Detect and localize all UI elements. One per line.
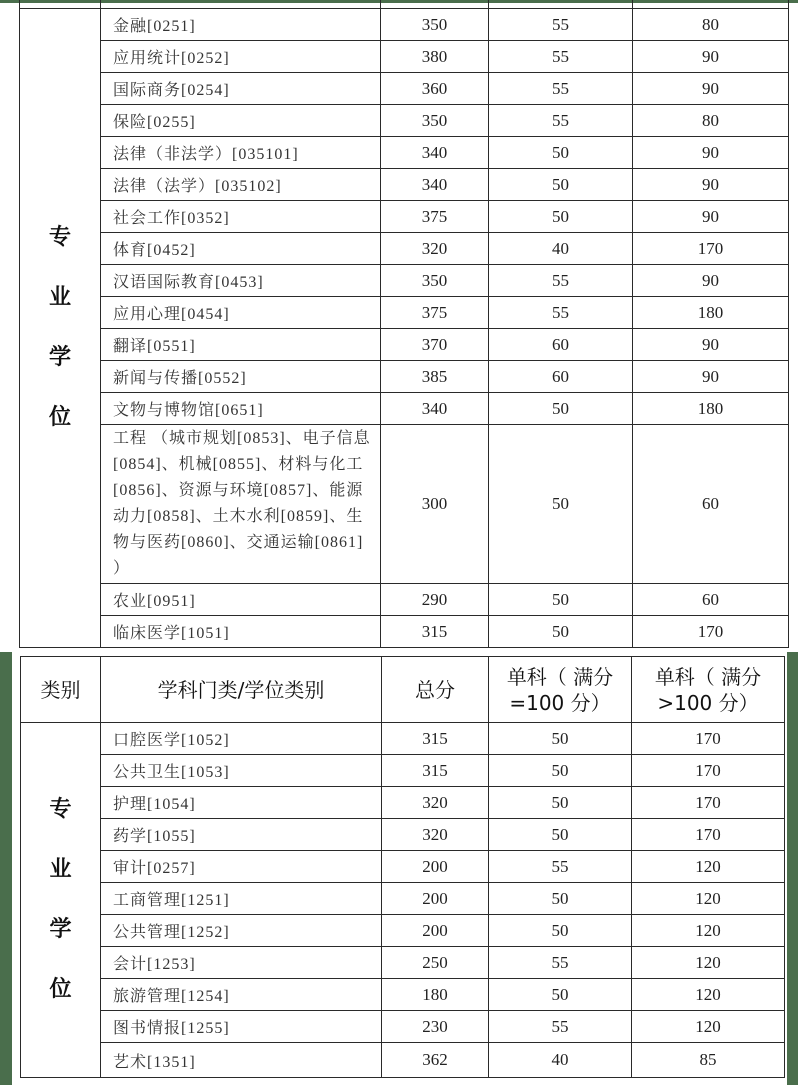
total-score-cell: 340	[381, 137, 489, 169]
single-100-cell: 40	[489, 1043, 632, 1078]
table-row	[20, 329, 789, 361]
single-100-cell: 55	[489, 297, 633, 329]
discipline-cell: 图书情报[1255]	[101, 1011, 382, 1043]
single-gt100-cell: 170	[632, 787, 785, 819]
single-gt100-cell: 80	[633, 9, 789, 41]
category-char: 位	[48, 405, 71, 430]
header-discipline: 学科门类/学位类别	[101, 657, 382, 723]
top-score-table	[19, 0, 789, 648]
discipline-cell: 翻译[0551]	[101, 329, 381, 361]
single-100-cell: 50	[489, 755, 632, 787]
total-score-cell: 385	[381, 361, 489, 393]
single-gt100-cell: 180	[633, 297, 789, 329]
category-char: 位	[49, 977, 72, 1002]
total-score-cell: 375	[381, 201, 489, 233]
single-100-cell: 55	[489, 1011, 632, 1043]
category-char: 业	[48, 285, 71, 310]
single-100-cell: 50	[489, 723, 632, 755]
discipline-cell: 文物与博物馆[0651]	[101, 393, 381, 425]
total-score-cell: 180	[382, 979, 489, 1011]
table-row	[21, 851, 785, 883]
discipline-cell: 工商管理[1251]	[101, 883, 382, 915]
discipline-cell: 新闻与传播[0552]	[101, 361, 381, 393]
single-100-cell: 50	[489, 393, 633, 425]
single-100-cell: 50	[489, 425, 633, 584]
single-100-cell: 50	[489, 584, 633, 616]
discipline-cell: 社会工作[0352]	[101, 201, 381, 233]
discipline-cell: 法律（非法学）[035101]	[101, 137, 381, 169]
table-row	[20, 265, 789, 297]
single-gt100-cell: 80	[633, 105, 789, 137]
total-score-cell: 375	[381, 297, 489, 329]
single-gt100-cell: 85	[632, 1043, 785, 1078]
discipline-cell: 农业[0951]	[101, 584, 381, 616]
single-gt100-cell: 120	[632, 1011, 785, 1043]
single-gt100-cell: 90	[633, 329, 789, 361]
single-gt100-cell: 90	[633, 265, 789, 297]
single-100-cell: 50	[489, 979, 632, 1011]
single-100-cell: 50	[489, 787, 632, 819]
table-row	[20, 297, 789, 329]
total-score-cell: 350	[381, 105, 489, 137]
discipline-cell: 旅游管理[1254]	[101, 979, 382, 1011]
total-score-cell: 300	[381, 425, 489, 584]
single-gt100-cell: 90	[633, 41, 789, 73]
total-score-cell: 250	[382, 947, 489, 979]
discipline-cell: 金融[0251]	[101, 9, 381, 41]
table-row	[21, 883, 785, 915]
discipline-cell: 审计[0257]	[101, 851, 382, 883]
category-char: 学	[49, 917, 72, 942]
discipline-cell: 保险[0255]	[101, 105, 381, 137]
header-category: 类别	[21, 657, 101, 723]
table-row	[20, 169, 789, 201]
discipline-cell: 艺术[1351]	[101, 1043, 382, 1078]
total-score-cell: 200	[382, 915, 489, 947]
single-100-cell: 50	[489, 201, 633, 233]
single-gt100-cell: 170	[633, 616, 789, 648]
single-100-cell: 50	[489, 883, 632, 915]
discipline-cell: 药学[1055]	[101, 819, 382, 851]
discipline-cell: 汉语国际教育[0453]	[101, 265, 381, 297]
table-row	[20, 393, 789, 425]
discipline-cell: 国际商务[0254]	[101, 73, 381, 105]
single-gt100-cell: 90	[633, 201, 789, 233]
total-score-cell: 200	[382, 883, 489, 915]
single-100-cell: 40	[489, 233, 633, 265]
discipline-cell: 会计[1253]	[101, 947, 382, 979]
single-gt100-cell: 90	[633, 137, 789, 169]
table-row	[21, 947, 785, 979]
bottom-score-table	[20, 656, 785, 1078]
discipline-cell: 公共卫生[1053]	[101, 755, 382, 787]
total-score-cell: 360	[381, 73, 489, 105]
total-score-cell: 340	[381, 169, 489, 201]
single-gt100-cell: 120	[632, 947, 785, 979]
single-100-cell: 60	[489, 329, 633, 361]
single-gt100-cell: 90	[633, 73, 789, 105]
table-row	[21, 755, 785, 787]
total-score-cell: 315	[382, 755, 489, 787]
total-score-cell: 320	[382, 787, 489, 819]
total-score-cell: 350	[381, 265, 489, 297]
table-row	[21, 915, 785, 947]
single-100-cell: 60	[489, 361, 633, 393]
category-cell	[20, 9, 101, 648]
single-100-cell: 55	[489, 105, 633, 137]
discipline-cell: 体育[0452]	[101, 233, 381, 265]
category-char: 专	[49, 797, 72, 822]
table-row	[21, 787, 785, 819]
single-gt100-cell: 120	[632, 979, 785, 1011]
table-row	[20, 9, 789, 41]
total-score-cell: 290	[381, 584, 489, 616]
table-row	[21, 723, 785, 755]
discipline-cell: 临床医学[1051]	[101, 616, 381, 648]
header-total: 总分	[382, 657, 489, 723]
table-row-partial	[20, 0, 789, 9]
header-single-gt100: 单科（ 满分>100 分）	[632, 657, 785, 723]
table-row	[20, 361, 789, 393]
single-gt100-cell: 60	[633, 425, 789, 584]
table-row	[20, 137, 789, 169]
discipline-cell: 应用心理[0454]	[101, 297, 381, 329]
table-row	[21, 1043, 785, 1078]
table-row	[20, 616, 789, 648]
single-100-cell: 50	[489, 169, 633, 201]
table-row	[20, 41, 789, 73]
single-gt100-cell: 90	[633, 361, 789, 393]
frame-left-green	[0, 652, 12, 1085]
header-row	[21, 657, 785, 723]
single-gt100-cell: 170	[632, 819, 785, 851]
discipline-cell: 应用统计[0252]	[101, 41, 381, 73]
discipline-cell: 口腔医学[1052]	[101, 723, 382, 755]
table-row	[20, 73, 789, 105]
category-char: 业	[49, 857, 72, 882]
table-row	[20, 105, 789, 137]
table-row	[21, 1011, 785, 1043]
header-single-100: 单科（ 满分=100 分）	[489, 657, 632, 723]
discipline-cell: 法律（法学）[035102]	[101, 169, 381, 201]
table-row	[20, 425, 789, 584]
total-score-cell: 230	[382, 1011, 489, 1043]
category-cell	[21, 723, 101, 1078]
category-char: 专	[48, 225, 71, 250]
single-gt100-cell: 120	[632, 915, 785, 947]
total-score-cell: 370	[381, 329, 489, 361]
single-100-cell: 55	[489, 73, 633, 105]
single-gt100-cell: 170	[633, 233, 789, 265]
table-row	[21, 979, 785, 1011]
total-score-cell: 315	[381, 616, 489, 648]
single-100-cell: 55	[489, 947, 632, 979]
table-row	[21, 819, 785, 851]
category-char: 学	[48, 345, 71, 370]
single-100-cell: 50	[489, 819, 632, 851]
single-gt100-cell: 90	[633, 169, 789, 201]
single-100-cell: 50	[489, 616, 633, 648]
discipline-cell: 工程 （城市规划[0853]、电子信息[0854]、机械[0855]、材料与化工[0856]、资源与环境[0857]、能源动力[0858]、土木水利[0859]、生物与医药[0860]、交通运输[0861] ）	[101, 425, 381, 584]
total-score-cell: 362	[382, 1043, 489, 1078]
total-score-cell: 200	[382, 851, 489, 883]
table-row	[20, 201, 789, 233]
total-score-cell: 315	[382, 723, 489, 755]
single-100-cell: 50	[489, 915, 632, 947]
single-gt100-cell: 180	[633, 393, 789, 425]
total-score-cell: 380	[381, 41, 489, 73]
total-score-cell: 340	[381, 393, 489, 425]
single-100-cell: 55	[489, 9, 633, 41]
single-100-cell: 55	[489, 851, 632, 883]
single-100-cell: 55	[489, 265, 633, 297]
table-row	[20, 584, 789, 616]
frame-right-green	[787, 652, 798, 1085]
single-gt100-cell: 120	[632, 883, 785, 915]
single-gt100-cell: 170	[632, 723, 785, 755]
single-100-cell: 55	[489, 41, 633, 73]
total-score-cell: 320	[381, 233, 489, 265]
single-100-cell: 50	[489, 137, 633, 169]
single-gt100-cell: 120	[632, 851, 785, 883]
total-score-cell: 320	[382, 819, 489, 851]
discipline-cell: 公共管理[1252]	[101, 915, 382, 947]
single-gt100-cell: 60	[633, 584, 789, 616]
total-score-cell: 350	[381, 9, 489, 41]
single-gt100-cell: 170	[632, 755, 785, 787]
table-row	[20, 233, 789, 265]
discipline-cell: 护理[1054]	[101, 787, 382, 819]
